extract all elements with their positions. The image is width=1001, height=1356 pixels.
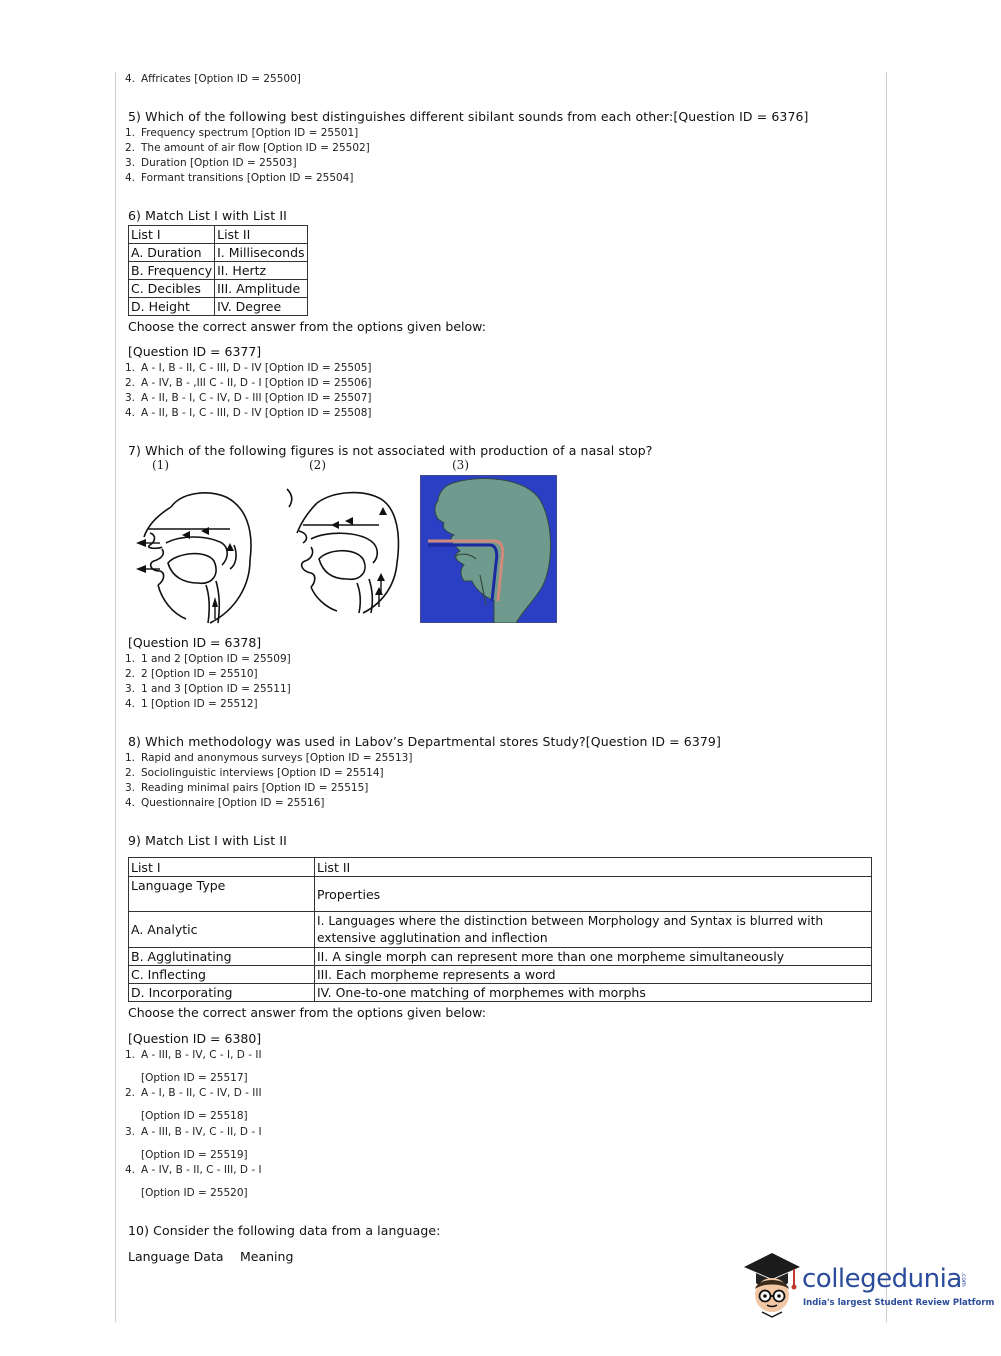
question-9-match-table [128,857,872,1002]
table-row [129,858,872,877]
question-7-id: [Question ID = 6378] [128,635,262,650]
option[interactable]: 3. Reading minimal pairs [Option ID = 25515] [125,782,369,794]
table-cell: D. Height [129,298,215,316]
table-cell: I. Languages where the distinction between Morphology and Syntax is blurred with extensive agglutination and inflection [315,912,872,948]
option[interactable]: 4. Formant transitions [Option ID = 25504] [125,172,354,184]
option[interactable]: 4. A - IV, B - II, C - III, D - I [125,1164,262,1176]
collegedunia-suffix: .com [960,1272,967,1287]
question-10-title: 10) Consider the following data from a language: [128,1223,441,1238]
option-id: [Option ID = 25520] [141,1187,248,1199]
table-cell: I. Milliseconds [215,244,307,262]
option[interactable]: 2. A - I, B - II, C - IV, D - III [125,1087,262,1099]
table-cell: IV. One-to-one matching of morphemes with morphs [315,984,872,1002]
question-5-title: 5) Which of the following best distinguishes different sibilant sounds from each other:[Question ID = 6376] [128,109,809,124]
question-8-options [125,751,412,811]
question-5-options [125,126,370,186]
figure-3-vocal-tract-midsagittal [420,475,557,623]
table-cell: Language Type [129,877,315,912]
table-row [129,877,872,912]
question-9-title: 9) Match List I with List II [128,833,287,848]
table-cell: IV. Degree [215,298,307,316]
table-cell: III. Each morpheme represents a word [315,966,872,984]
question-6-match-table [128,225,308,316]
option[interactable]: 2. 2 [Option ID = 25510] [125,668,258,680]
question-7-options [125,652,291,712]
table-row [129,948,872,966]
question-8-title: 8) Which methodology was used in Labov’s Departmental stores Study?[Question ID = 6379] [128,734,721,749]
option[interactable]: 4. Questionnaire [Option ID = 25516] [125,797,325,809]
option[interactable]: 1. Frequency spectrum [Option ID = 25501] [125,127,359,139]
collegedunia-mascot-icon [742,1249,802,1319]
option-id: [Option ID = 25519] [141,1149,248,1161]
prev-option-4: 4. Affricates [Option ID = 25500] [125,73,301,85]
figure-2-label: (2) [309,458,326,472]
table-row [129,244,308,262]
table-cell: List I [129,226,215,244]
question-9-id: [Question ID = 6380] [128,1031,262,1046]
table-row [129,912,872,948]
table-row [129,298,308,316]
question-6-title: 6) Match List I with List II [128,208,287,223]
table-cell: Properties [315,877,872,912]
table-row [129,280,308,298]
figure-2-vocal-tract [283,485,408,615]
question-6-options [125,361,372,421]
question-10-col-meaning: Meaning [240,1249,294,1264]
figure-1-label: (1) [152,458,169,472]
figure-1-vocal-tract [126,485,261,625]
table-cell: C. Inflecting [129,966,315,984]
option[interactable]: 3. 1 and 3 [Option ID = 25511] [125,683,291,695]
question-6-instruction: Choose the correct answer from the options given below: [128,319,486,334]
option[interactable]: 2. The amount of air flow [Option ID = 25502] [125,142,370,154]
option[interactable]: 1. Rapid and anonymous surveys [Option ID = 25513] [125,752,413,764]
table-cell: List I [129,858,315,877]
question-9-instruction: Choose the correct answer from the options given below: [128,1005,486,1020]
figure-3-label: (3) [452,458,469,472]
option[interactable]: 3. Duration [Option ID = 25503] [125,157,297,169]
table-row [129,262,308,280]
question-7-title: 7) Which of the following figures is not associated with production of a nasal stop? [128,443,653,458]
table-cell: D. Incorporating [129,984,315,1002]
option-id: [Option ID = 25517] [141,1072,248,1084]
option[interactable]: 3. A - II, B - I, C - IV, D - III [Option ID = 25507] [125,392,372,404]
collegedunia-tagline: India's largest Student Review Platform [803,1298,995,1308]
table-cell: II. A single morph can represent more than one morpheme simultaneously [315,948,872,966]
table-cell: II. Hertz [215,262,307,280]
table-cell: B. Frequency [129,262,215,280]
question-6-id: [Question ID = 6377] [128,344,262,359]
table-cell: III. Amplitude [215,280,307,298]
option[interactable]: 4. 1 [Option ID = 25512] [125,698,258,710]
option[interactable]: 1. A - I, B - II, C - III, D - IV [Option ID = 25505] [125,362,372,374]
option[interactable]: 3. A - III, B - IV, C - II, D - I [125,1126,262,1138]
table-row [129,966,872,984]
table-row [129,984,872,1002]
option[interactable]: 1. 1 and 2 [Option ID = 25509] [125,653,291,665]
table-row [129,226,308,244]
table-cell: List II [215,226,307,244]
option[interactable]: 4. A - II, B - I, C - III, D - IV [Option ID = 25508] [125,407,372,419]
question-10-col-language-data: Language Data [128,1249,224,1264]
collegedunia-wordmark[interactable]: collegedunia [802,1264,962,1294]
table-cell: List II [315,858,872,877]
table-cell: A. Analytic [129,912,315,948]
table-cell: C. Decibles [129,280,215,298]
option[interactable]: 2. Sociolinguistic interviews [Option ID = 25514] [125,767,384,779]
table-cell: B. Agglutinating [129,948,315,966]
option[interactable]: 1. A - III, B - IV, C - I, D - II [125,1049,262,1061]
option[interactable]: 2. A - IV, B - ,III C - II, D - I [Option ID = 25506] [125,377,372,389]
table-cell: A. Duration [129,244,215,262]
option-id: [Option ID = 25518] [141,1110,248,1122]
